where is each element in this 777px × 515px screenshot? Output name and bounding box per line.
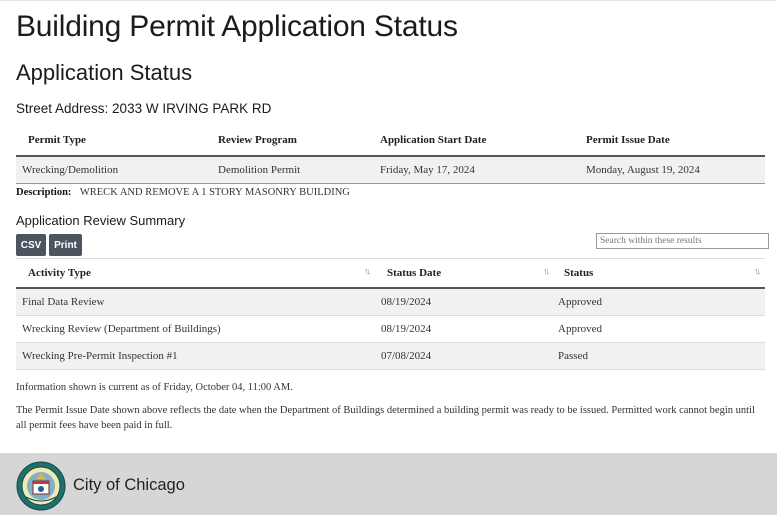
permit-note: The Permit Issue Date shown above reflects the date when the Department of Buildings determined a building permit was ready to be issued. Permitted work cannot begin until all permit fees have been paid in full. — [16, 405, 755, 431]
review-table — [16, 258, 765, 370]
print-button[interactable]: Print — [49, 234, 82, 256]
status-date-cell: 07/08/2024 — [375, 343, 554, 370]
section-title: Application Status — [16, 60, 193, 85]
status-date-cell: 08/19/2024 — [375, 316, 554, 343]
header-permit-issue-date: Permit Issue Date — [586, 125, 765, 156]
top-border — [0, 0, 777, 1]
header-activity-type[interactable] — [16, 259, 375, 289]
header-status-label: Status — [564, 267, 594, 279]
header-activity-type-label: Activity Type — [28, 267, 91, 279]
header-status-date[interactable] — [375, 259, 554, 289]
sort-arrows-icon[interactable]: ↑↓ — [754, 266, 759, 276]
activity-type-cell: Wrecking Review (Department of Buildings) — [16, 316, 375, 343]
review-program-cell: Demolition Permit — [218, 156, 380, 184]
status-date-cell: 08/19/2024 — [375, 288, 554, 316]
header-application-start-date: Application Start Date — [380, 125, 586, 156]
header-permit-type: Permit Type — [16, 125, 218, 156]
csv-button[interactable]: CSV — [16, 234, 46, 256]
permit-row — [16, 156, 765, 184]
permit-header-row — [16, 125, 765, 156]
review-header-row — [16, 259, 765, 289]
sort-arrows-icon[interactable]: ↑↓ — [364, 266, 369, 276]
footer — [0, 453, 777, 515]
permit-issue-date-cell: Monday, August 19, 2024 — [586, 156, 765, 184]
page-title: Building Permit Application Status — [16, 10, 458, 43]
status-cell: Passed — [554, 343, 765, 370]
city-seal-icon[interactable] — [16, 461, 66, 511]
header-status-date-label: Status Date — [387, 267, 442, 279]
street-address: Street Address: 2033 W IRVING PARK RD — [16, 101, 272, 116]
description — [16, 187, 350, 198]
table-row — [16, 316, 765, 343]
footer-title[interactable]: City of Chicago — [73, 476, 185, 494]
header-status[interactable] — [554, 259, 765, 289]
table-row — [16, 288, 765, 316]
activity-type-cell: Final Data Review — [16, 288, 375, 316]
review-summary-title: Application Review Summary — [16, 213, 186, 228]
application-start-date-cell: Friday, May 17, 2024 — [380, 156, 586, 184]
activity-type-cell: Wrecking Pre-Permit Inspection #1 — [16, 343, 375, 370]
table-row — [16, 343, 765, 370]
status-cell: Approved — [554, 316, 765, 343]
permit-table — [16, 125, 765, 184]
search-input[interactable]: Search within these results — [596, 233, 769, 249]
sort-arrows-icon[interactable]: ↑↓ — [543, 266, 548, 276]
status-cell: Approved — [554, 288, 765, 316]
header-review-program: Review Program — [218, 125, 380, 156]
description-value: WRECK AND REMOVE A 1 STORY MASONRY BUILDING — [79, 187, 350, 198]
description-label: Description: — [16, 187, 72, 198]
info-text: Information shown is current as of Friday, October 04, 11:00 AM. — [16, 382, 293, 393]
permit-type-cell: Wrecking/Demolition — [16, 156, 218, 184]
